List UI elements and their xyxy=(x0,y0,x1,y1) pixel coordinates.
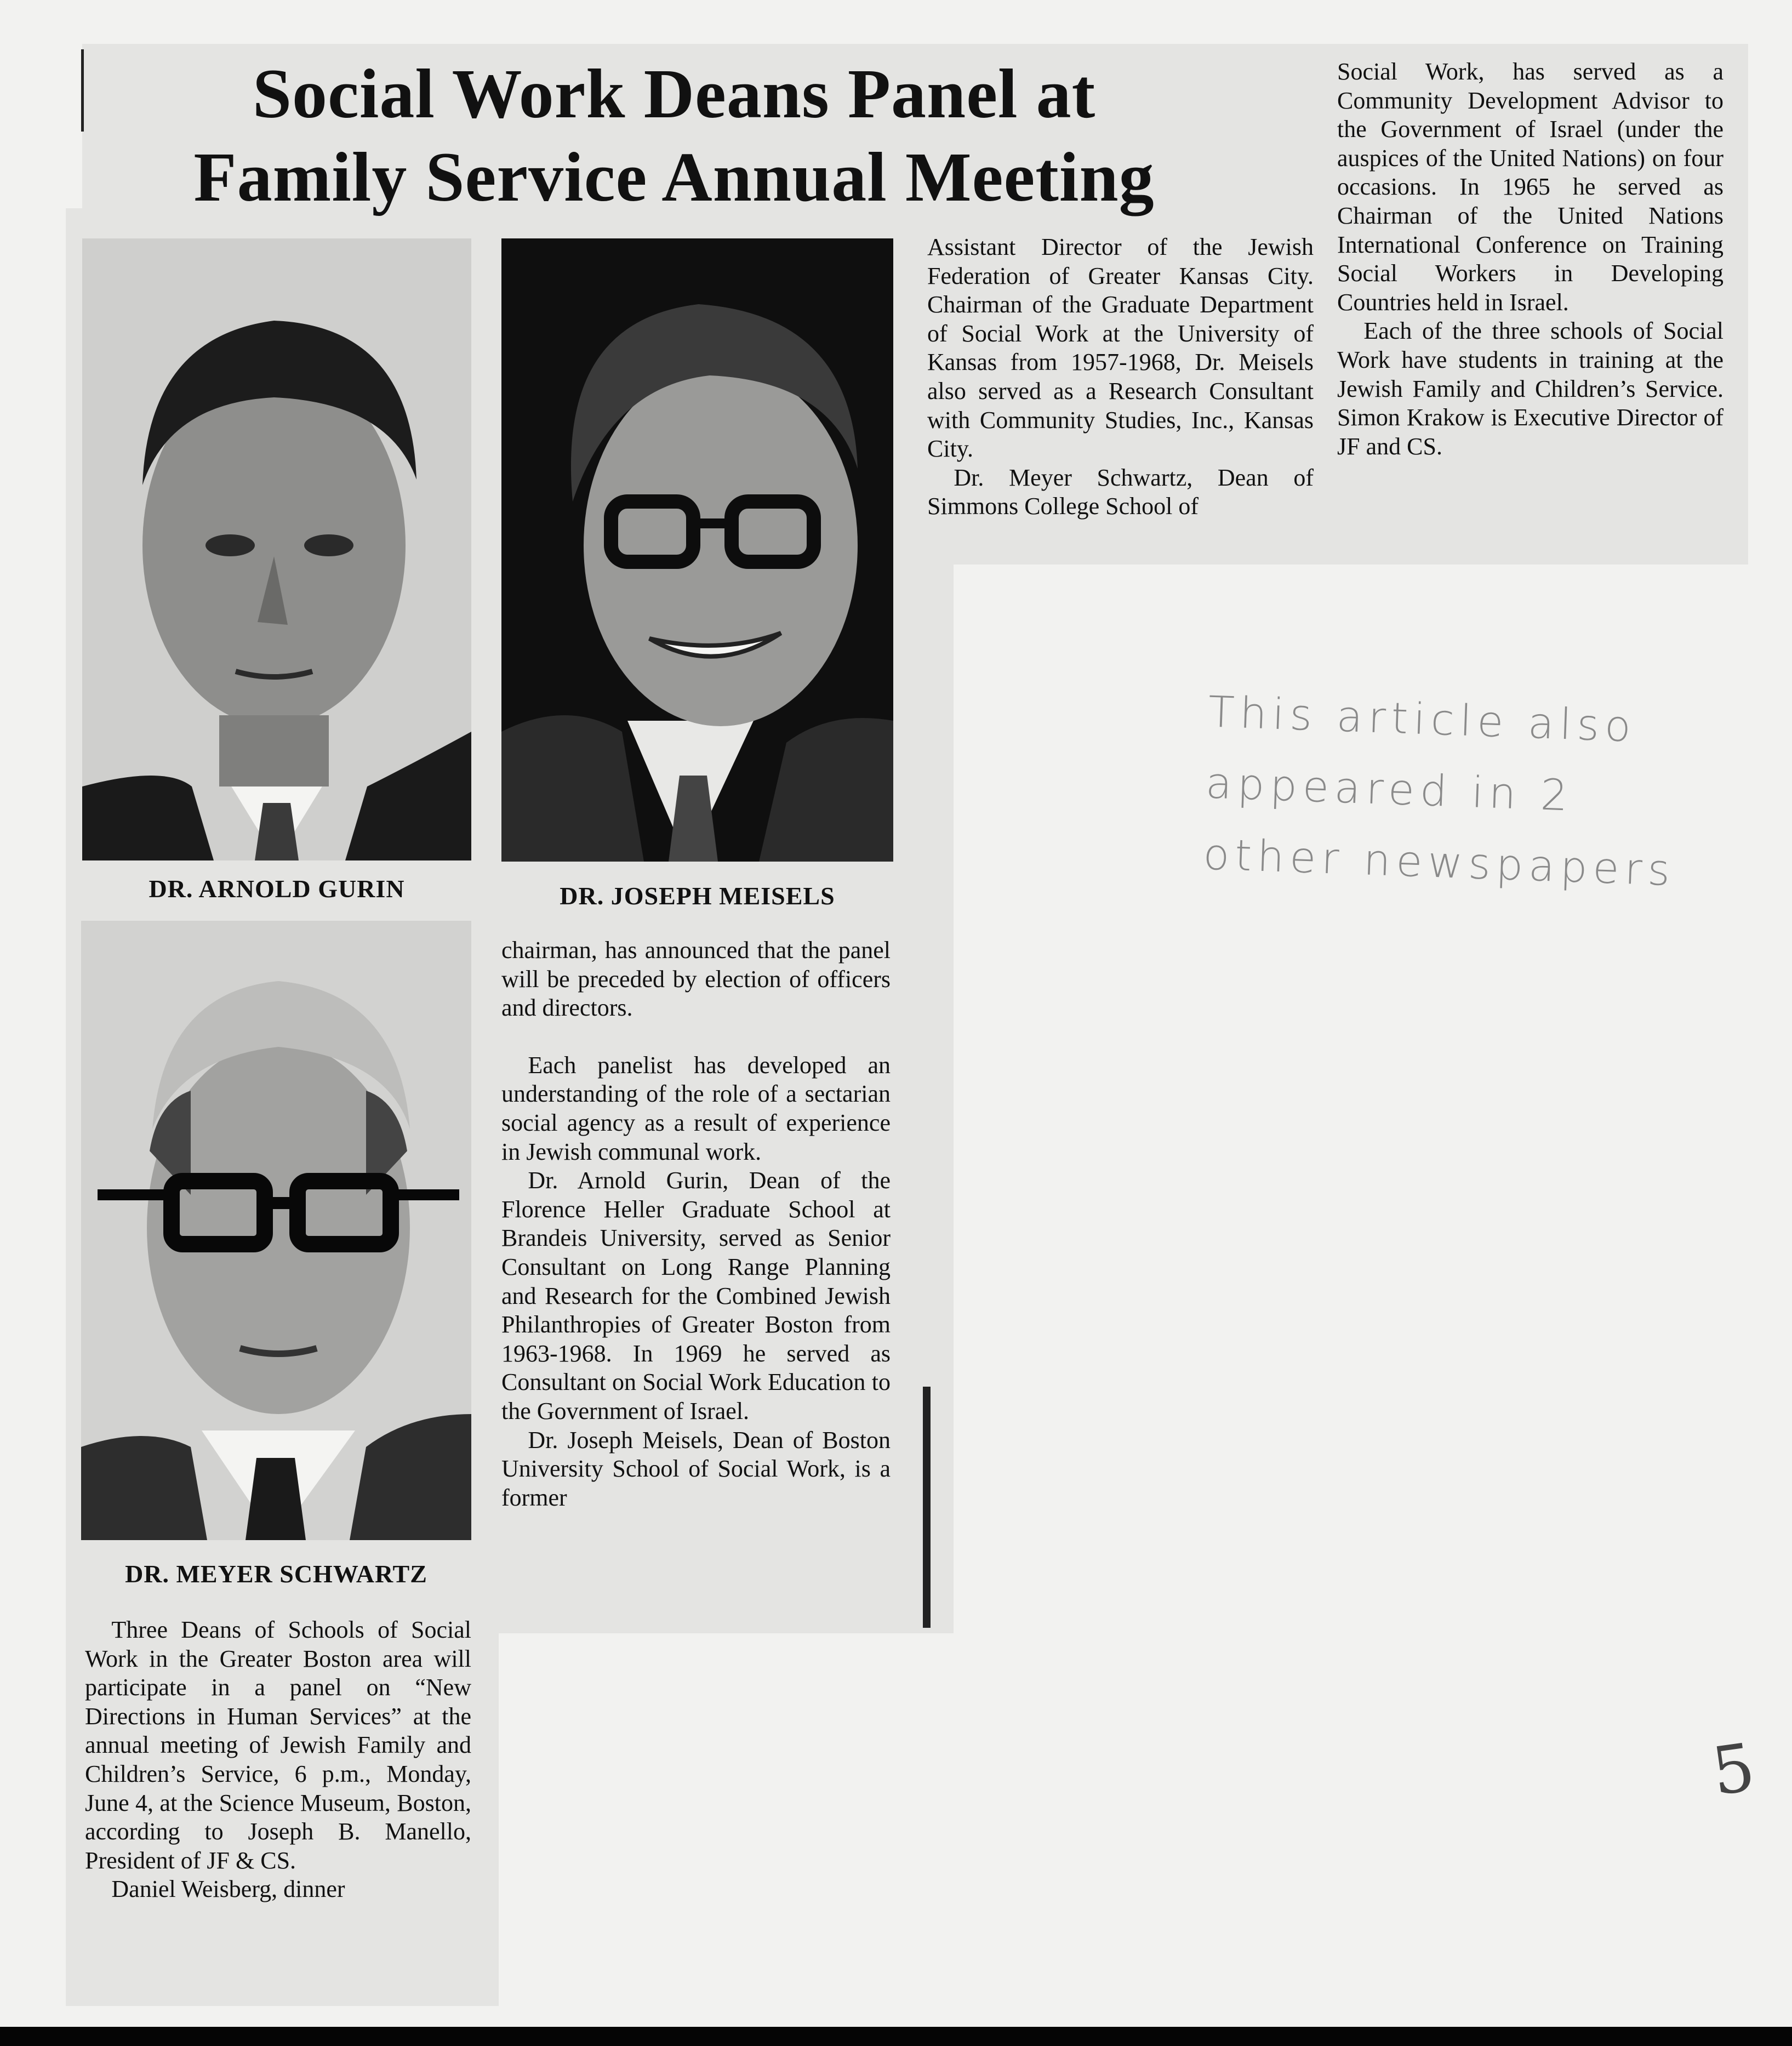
photo-meyer-schwartz xyxy=(81,921,471,1540)
paragraph: Assistant Director of the Jewish Federation of Greater Kansas City. Chairman of the Graduate Department of Social Work at the University of Kansas from 1957-1968, Dr. Meisels also served as a Research Consultant with Community Studies, Inc., Kansas City. xyxy=(927,233,1314,463)
paragraph: Three Deans of Schools of Social Work in the Greater Boston area will participate in a panel on “New Directions in Human Services” at the annual meeting of Jewish Family and Children’s Service, 6 p.m., Monday, June 4, at the Science Museum, Boston, according to Joseph B. Manello, President of JF & CS. xyxy=(85,1616,471,1874)
right-edge-rule xyxy=(923,1387,931,1628)
headline-line-2: Family Service Annual Meeting xyxy=(193,138,1155,216)
paragraph: Dr. Joseph Meisels, Dean of Boston University School of Social Work, is a former xyxy=(501,1426,891,1511)
paragraph: Each panelist has developed an understanding of the role of a sectarian social agency as a result of experience in Jewish communal work. xyxy=(501,1051,891,1165)
paragraph: Each of the three schools of Social Work have students in training at the Jewish Family and Children’s Service. Simon Krakow is Executive Director of JF and CS. xyxy=(1337,317,1723,460)
photo-arnold-gurin xyxy=(82,238,471,860)
scan-bottom-border xyxy=(0,2027,1792,2046)
caption-arnold-gurin: DR. ARNOLD GURIN xyxy=(149,875,405,903)
headline-line-1: Social Work Deans Panel at xyxy=(252,55,1096,133)
paragraph: chairman, has announced that the panel will be preceded by election of officers and directors. xyxy=(501,937,891,1022)
article-column-2 xyxy=(501,936,891,1512)
paragraph: Social Work, has served as a Community Development Advisor to the Government of Israel (under the auspices of the United Nations) on four occasions. In 1965 he served as Chairman of the United Nations International Conference on Training Social Workers in Developing Countries held in Israel. xyxy=(1337,58,1723,316)
paragraph: Dr. Meyer Schwartz, Dean of Simmons College School of xyxy=(927,464,1314,520)
caption-meyer-schwartz: DR. MEYER SCHWARTZ xyxy=(125,1560,427,1588)
caption-joseph-meisels: DR. JOSEPH MEISELS xyxy=(560,882,835,910)
paragraph: Dr. Arnold Gurin, Dean of the Florence Heller Graduate School at Brandeis University, served as Senior Consultant on Long Range Planning and Research for the Combined Jewish Philanthropies of Greater Boston from 1963-1968. In 1969 he served as Consultant on Social Work Education to the Government of Israel. xyxy=(501,1167,891,1424)
paragraph: Daniel Weisberg, dinner xyxy=(111,1876,345,1903)
photo-joseph-meisels xyxy=(501,238,893,862)
headline xyxy=(126,52,1222,219)
article-column-4 xyxy=(1337,58,1723,461)
article-column-3 xyxy=(927,233,1314,521)
left-fold-line xyxy=(81,49,84,132)
page-number: 5 xyxy=(1707,1729,1760,1811)
article-column-1 xyxy=(85,1616,471,1904)
handwritten-note: This article also appeared in 2 other newspapers xyxy=(1202,687,1676,896)
